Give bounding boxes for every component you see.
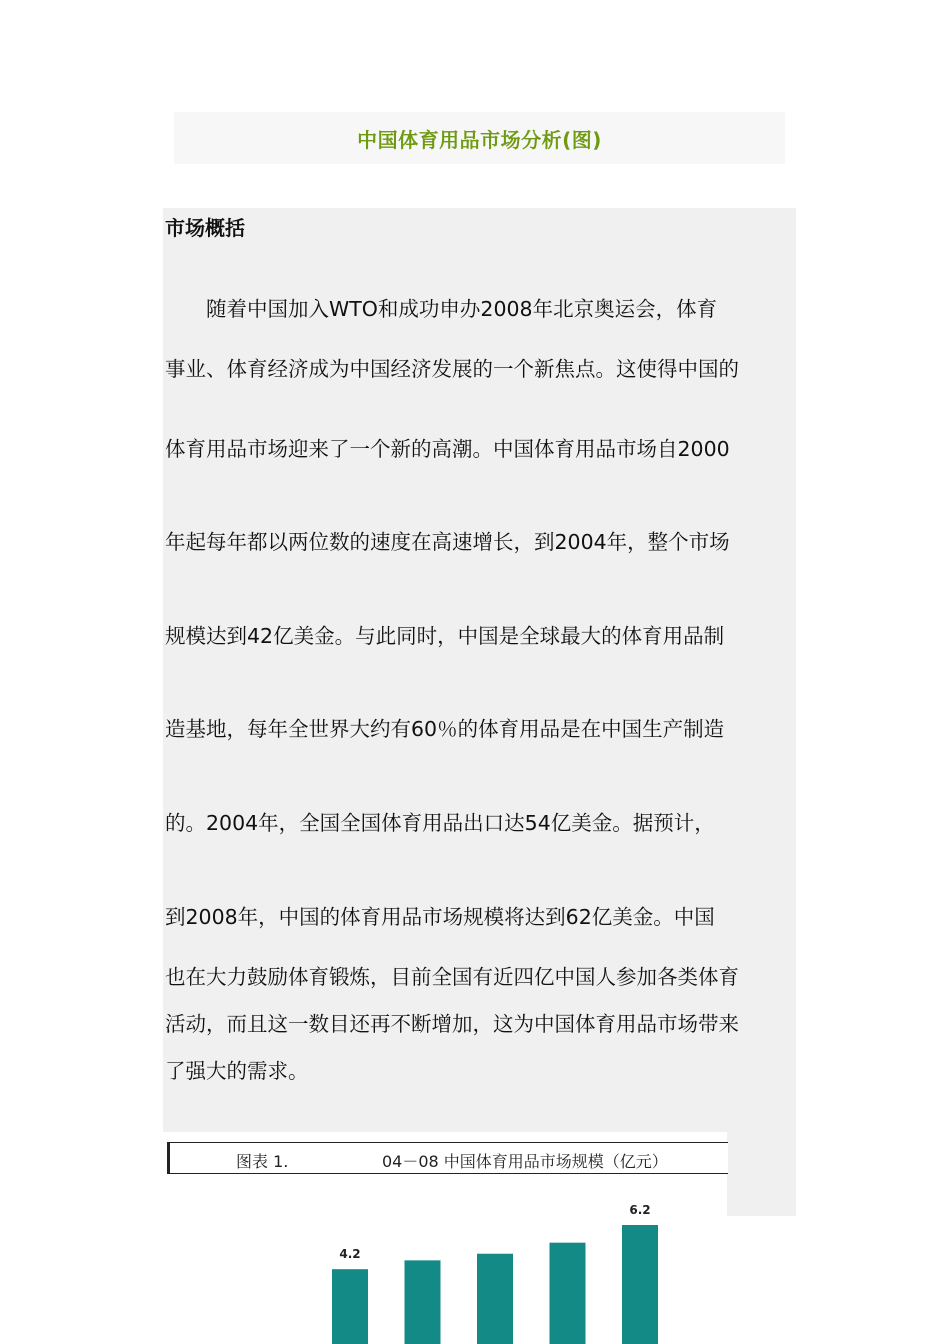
paragraph-line: 活动，而且这一数目还再不断增加，这为中国体育用品市场带来 [165, 1012, 739, 1036]
paragraph-line: 体育用品市场迎来了一个新的高潮。中国体育用品市场自2000 [165, 437, 730, 461]
figure-title: 04－08 中国体育用品市场规模（亿元） [382, 1152, 668, 1171]
paragraph-line: 规模达到42亿美金。与此同时，中国是全球最大的体育用品制 [165, 624, 725, 648]
chart-data-label: 6.2 [629, 1203, 651, 1217]
paragraph-line: 也在大力鼓励体育锻炼，目前全国有近四亿中国人参加各类体育 [165, 965, 739, 989]
figure-label: 图表 1. [236, 1152, 289, 1171]
chart-bar [550, 1243, 586, 1344]
section-heading: 市场概括 [165, 216, 245, 240]
chart-data-label: 4.2 [339, 1247, 361, 1262]
paragraph-line: 随着中国加入WTO和成功申办2008年北京奥运会，体育 [165, 297, 718, 321]
paragraph-line: 到2008年，中国的体育用品市场规模将达到62亿美金。中国 [165, 905, 715, 929]
chart-bar [332, 1269, 368, 1344]
paragraph-line: 年起每年都以两位数的速度在高速增长，到2004年，整个市场 [165, 530, 730, 554]
page-title: 中国体育用品市场分析(图) [357, 127, 602, 152]
chart-bar [405, 1260, 441, 1344]
chart-bar [477, 1254, 513, 1344]
paragraph-line: 造基地，每年全世界大约有60％的体育用品是在中国生产制造 [165, 717, 725, 741]
paragraph-line: 的。2004年，全国全国体育用品出口达54亿美金。据预计， [165, 811, 715, 835]
article-body [163, 208, 796, 1216]
bar-chart [163, 1132, 727, 1344]
chart-bar [622, 1225, 658, 1344]
paragraph-line: 事业、体育经济成为中国经济发展的一个新焦点。这使得中国的 [165, 357, 739, 381]
title-band [174, 112, 785, 164]
chart-figure [163, 1132, 727, 1344]
paragraph-line: 了强大的需求。 [165, 1059, 309, 1083]
